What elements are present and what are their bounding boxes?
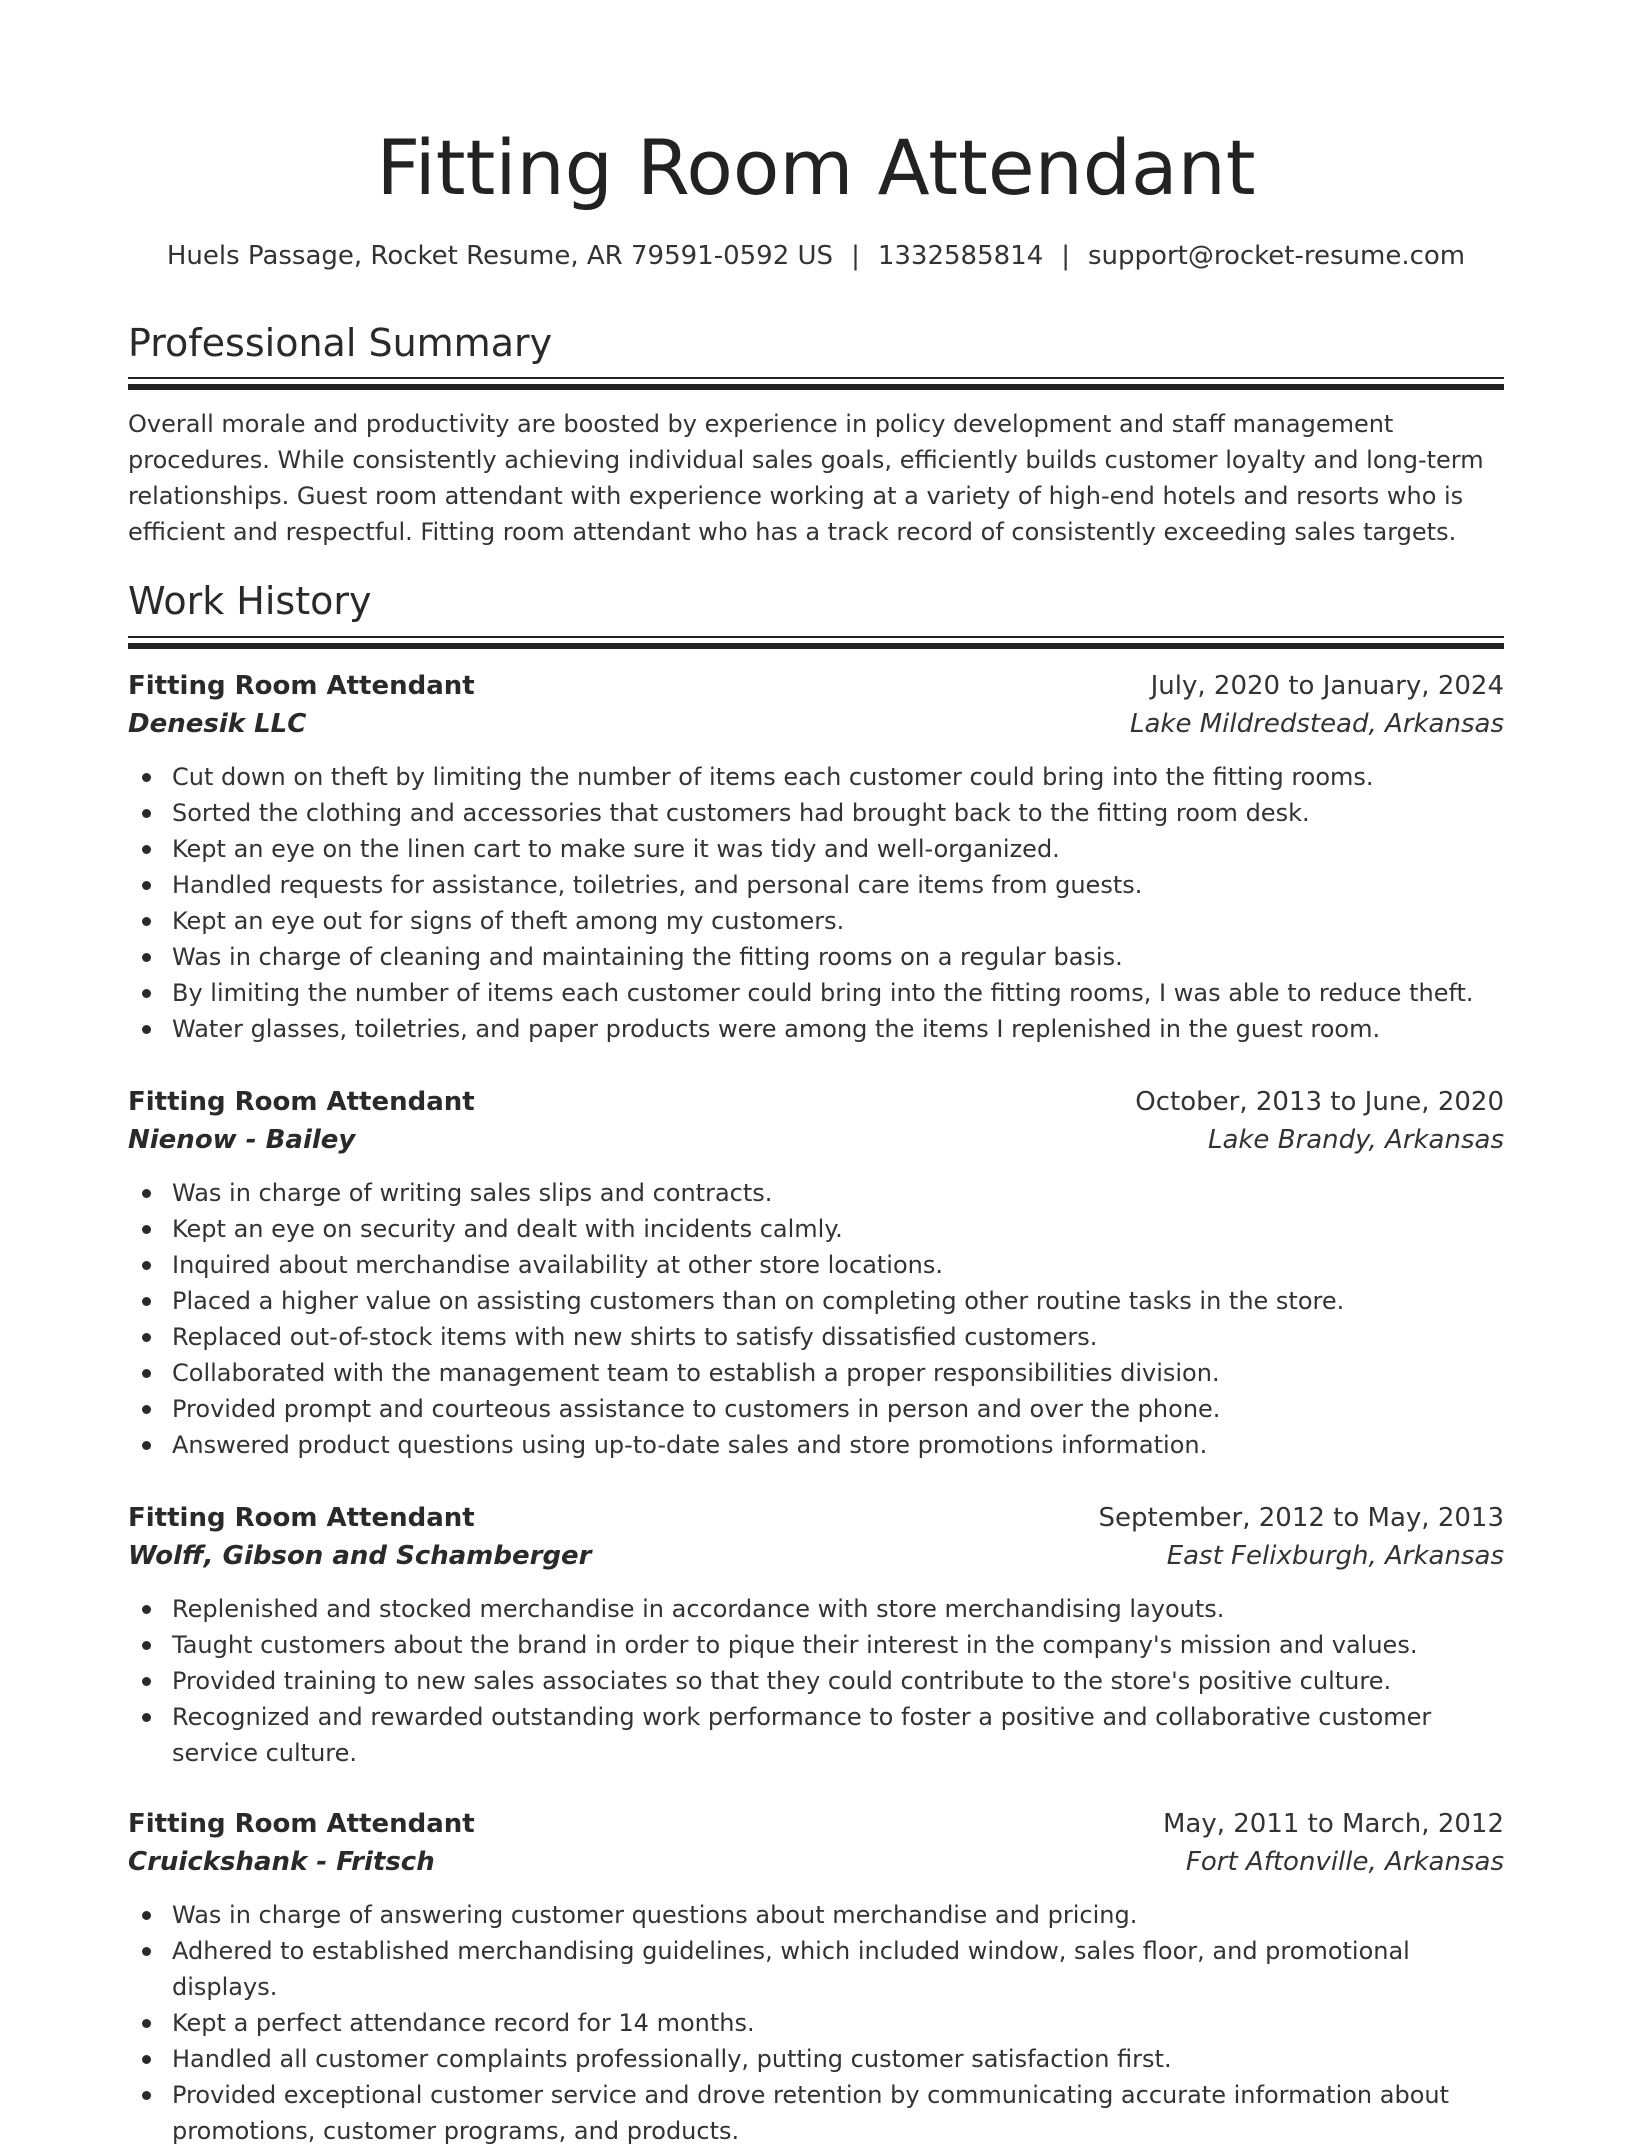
job-entry bbox=[128, 667, 1504, 1047]
job-bullet: Was in charge of cleaning and maintaining the fitting rooms on a regular basis. bbox=[128, 939, 1504, 975]
job-bullet: Replenished and stocked merchandise in accordance with store merchandising layouts. bbox=[128, 1591, 1504, 1627]
job-bullets bbox=[128, 759, 1504, 1047]
job-dates: July, 2020 to January, 2024 bbox=[1150, 671, 1504, 701]
job-entry bbox=[128, 1499, 1504, 1771]
job-bullet: Taught customers about the brand in order to pique their interest in the company's mission and values. bbox=[128, 1627, 1504, 1663]
section-divider bbox=[128, 636, 1504, 638]
job-bullet: Answered product questions using up-to-date sales and store promotions information. bbox=[128, 1427, 1504, 1463]
job-bullet: Replaced out-of-stock items with new shirts to satisfy dissatisfied customers. bbox=[128, 1319, 1504, 1355]
contact-address: Huels Passage, Rocket Resume, AR 79591-0592 US bbox=[166, 241, 834, 271]
job-location: East Felixburgh, Arkansas bbox=[1166, 1541, 1504, 1571]
job-title: Fitting Room Attendant bbox=[128, 1087, 475, 1117]
job-bullet: Provided training to new sales associates so that they could contribute to the store's positive culture. bbox=[128, 1663, 1504, 1699]
job-header-row bbox=[128, 1805, 1504, 1843]
job-bullet: Collaborated with the management team to establish a proper responsibilities division. bbox=[128, 1355, 1504, 1391]
contact-separator: | bbox=[851, 241, 860, 271]
job-bullet: Recognized and rewarded outstanding work performance to foster a positive and collaborative customer service culture. bbox=[128, 1699, 1504, 1771]
job-bullet: Was in charge of answering customer questions about merchandise and pricing. bbox=[128, 1897, 1504, 1933]
job-company: Denesik LLC bbox=[128, 709, 307, 739]
job-company: Cruickshank - Fritsch bbox=[128, 1847, 435, 1877]
job-entry bbox=[128, 1083, 1504, 1463]
section-divider bbox=[128, 384, 1504, 390]
contact-email: support@rocket-resume.com bbox=[1088, 241, 1466, 271]
summary-text: Overall morale and productivity are boosted by experience in policy development and staff management procedures. While consistently achieving individual sales goals, efficiently builds customer loyalty and long-term relationships. Guest room attendant with experience working at a variety of high-end hotels and resorts who is efficient and respectful. Fitting room attendant who has a track record of consistently exceeding sales targets. bbox=[128, 410, 1484, 546]
job-header-row bbox=[128, 1083, 1504, 1121]
job-bullets bbox=[128, 1897, 1504, 2149]
job-bullet: Placed a higher value on assisting customers than on completing other routine tasks in the store. bbox=[128, 1283, 1504, 1319]
job-bullet: Provided prompt and courteous assistance to customers in person and over the phone. bbox=[128, 1391, 1504, 1427]
resume-name: Fitting Room Attendant bbox=[376, 123, 1256, 212]
job-dates: September, 2012 to May, 2013 bbox=[1098, 1503, 1504, 1533]
job-dates: October, 2013 to June, 2020 bbox=[1135, 1087, 1504, 1117]
job-location: Lake Brandy, Arkansas bbox=[1207, 1125, 1504, 1155]
job-company: Wolff, Gibson and Schamberger bbox=[128, 1541, 592, 1571]
job-bullet: Water glasses, toiletries, and paper products were among the items I replenished in the guest room. bbox=[128, 1011, 1504, 1047]
job-bullet: Adhered to established merchandising guidelines, which included window, sales floor, and promotional displays. bbox=[128, 1933, 1504, 2005]
job-bullet: By limiting the number of items each customer could bring into the fitting rooms, I was able to reduce theft. bbox=[128, 975, 1504, 1011]
job-header-row bbox=[128, 667, 1504, 705]
job-bullets bbox=[128, 1175, 1504, 1463]
job-bullet: Kept an eye out for signs of theft among my customers. bbox=[128, 903, 1504, 939]
job-header-row bbox=[128, 1499, 1504, 1537]
section-divider bbox=[128, 643, 1504, 649]
job-subheader-row bbox=[128, 705, 1504, 743]
summary-heading: Professional Summary bbox=[128, 321, 553, 365]
contact-line bbox=[128, 238, 1504, 274]
job-title: Fitting Room Attendant bbox=[128, 1809, 475, 1839]
job-title: Fitting Room Attendant bbox=[128, 1503, 475, 1533]
job-bullet: Kept an eye on the linen cart to make sure it was tidy and well-organized. bbox=[128, 831, 1504, 867]
job-location: Fort Aftonville, Arkansas bbox=[1185, 1847, 1504, 1877]
job-bullet: Handled requests for assistance, toiletries, and personal care items from guests. bbox=[128, 867, 1504, 903]
job-title: Fitting Room Attendant bbox=[128, 671, 475, 701]
job-bullet: Provided exceptional customer service and drove retention by communicating accurate information about promotions, customer programs, and products. bbox=[128, 2077, 1504, 2149]
contact-phone: 1332585814 bbox=[877, 241, 1044, 271]
job-company: Nienow - Bailey bbox=[128, 1125, 356, 1155]
job-bullet: Kept an eye on security and dealt with incidents calmly. bbox=[128, 1211, 1504, 1247]
job-dates: May, 2011 to March, 2012 bbox=[1162, 1809, 1504, 1839]
contact-separator: | bbox=[1061, 241, 1071, 271]
job-bullets bbox=[128, 1591, 1504, 1771]
job-bullet: Cut down on theft by limiting the number of items each customer could bring into the fitting rooms. bbox=[128, 759, 1504, 795]
job-subheader-row bbox=[128, 1121, 1504, 1159]
section-divider bbox=[128, 377, 1504, 379]
job-bullet: Inquired about merchandise availability at other store locations. bbox=[128, 1247, 1504, 1283]
job-entry bbox=[128, 1805, 1504, 2149]
work-history-heading: Work History bbox=[128, 579, 372, 623]
job-bullet: Kept a perfect attendance record for 14 months. bbox=[128, 2005, 1504, 2041]
job-subheader-row bbox=[128, 1843, 1504, 1881]
job-location: Lake Mildredstead, Arkansas bbox=[1130, 709, 1504, 739]
job-bullet: Handled all customer complaints professionally, putting customer satisfaction first. bbox=[128, 2041, 1504, 2077]
job-bullet: Sorted the clothing and accessories that customers had brought back to the fitting room desk. bbox=[128, 795, 1504, 831]
job-subheader-row bbox=[128, 1537, 1504, 1575]
job-bullet: Was in charge of writing sales slips and contracts. bbox=[128, 1175, 1504, 1211]
